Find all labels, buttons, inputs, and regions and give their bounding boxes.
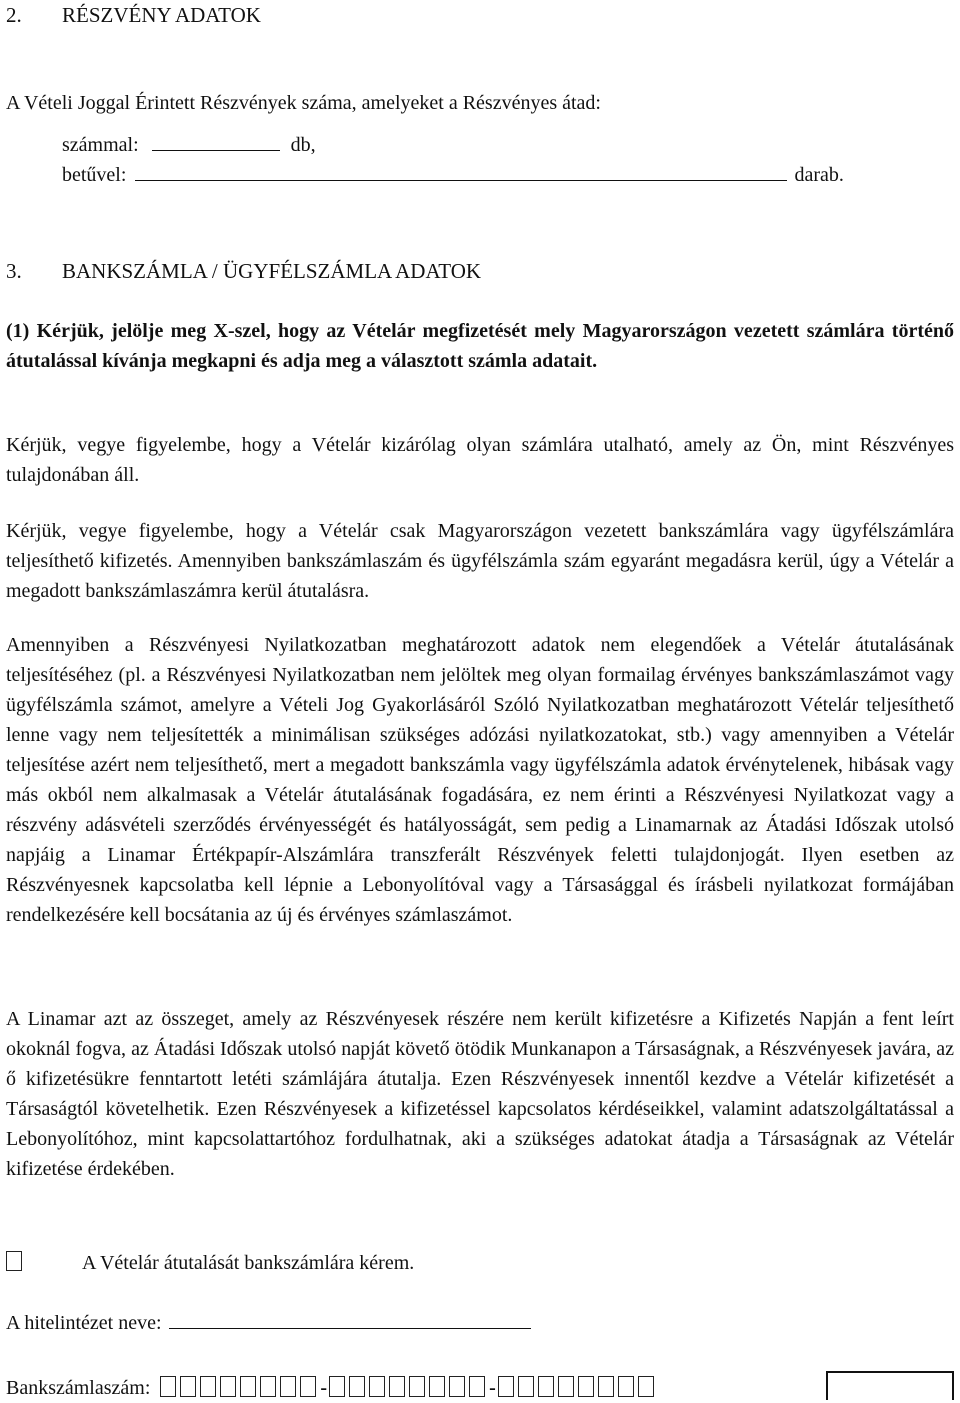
instruction-paragraph: (1) Kérjük, jelölje meg X-szel, hogy az Vételár megfizetését mely Magyarországon vezetett számlára történő átutalással kívánja megkapni és adja meg a választott számla adatait. [6, 320, 954, 372]
digit-box[interactable] [329, 1376, 345, 1397]
digit-box[interactable] [220, 1376, 236, 1397]
digit-box[interactable] [240, 1376, 256, 1397]
digit-box[interactable] [598, 1376, 614, 1397]
checkbox-icon[interactable] [6, 1251, 22, 1271]
digit-box[interactable] [349, 1376, 365, 1397]
section-3-heading [6, 256, 481, 286]
digit-box[interactable] [160, 1376, 176, 1397]
betuvel-label: betűvel: [62, 164, 127, 186]
darab-label: darab. [794, 164, 844, 186]
digit-box[interactable] [578, 1376, 594, 1397]
account-group-1[interactable] [160, 1377, 320, 1399]
digit-box[interactable] [409, 1376, 425, 1397]
account-frame-border [826, 1371, 954, 1400]
digit-box[interactable] [180, 1376, 196, 1397]
hitelintezet-row [6, 1306, 531, 1338]
digit-box[interactable] [638, 1376, 654, 1397]
szammal-label: számmal: [62, 134, 139, 156]
section-2-title: RÉSZVÉNY ADATOK [62, 3, 261, 27]
betuvel-input-line[interactable] [135, 158, 787, 181]
betuvel-row [62, 158, 844, 190]
digit-box[interactable] [469, 1376, 485, 1397]
digit-box[interactable] [300, 1376, 316, 1397]
account-group-3[interactable] [498, 1377, 658, 1399]
section-2-intro: A Vételi Joggal Érintett Részvények száma, amelyeket a Részvényes átad: [6, 92, 601, 114]
digit-box[interactable] [498, 1376, 514, 1397]
unpaid-amount-paragraph: A Linamar azt az összeget, amely az Részvényesek részére nem került kifizetésre a Kifizetés Napján a fent leírt okoknál fogva, az Átadási Időszak utolsó napját követő ötödik Munkanapon a Társaságnak, a Részvényesek javára, az ő kifizetésükre fenntartott letéti számlájára átutalja. Ezen Részvényesek innentől kezdve a Vételár kifizetését a Társaságtól követelhetik. Ezen Részvényesek a kifizetéssel kapcsolatos kérdéseikkel, valamint adatszolgáltatással a Lebonyolítóhoz, mint kapcsolattartóhoz fordulhatnak, aki a szükséges adatokat átadja a Társaságnak az Vételár kifizetése érdekében. [6, 1008, 954, 1180]
hitelintezet-label: A hitelintézet neve: [6, 1312, 162, 1334]
bankszamla-row [6, 1373, 658, 1403]
szammal-row [62, 128, 316, 160]
digit-box[interactable] [280, 1376, 296, 1397]
section-2-number: 2. [6, 3, 22, 27]
bank-transfer-option[interactable] [6, 1248, 414, 1278]
digit-box[interactable] [618, 1376, 634, 1397]
digit-box[interactable] [538, 1376, 554, 1397]
szammal-input-line[interactable] [152, 128, 280, 151]
section-3-number: 3. [6, 259, 22, 283]
section-3-title: BANKSZÁMLA / ÜGYFÉLSZÁMLA ADATOK [62, 259, 482, 283]
account-group-2[interactable] [329, 1377, 489, 1399]
account-separator: - [489, 1377, 496, 1399]
digit-box[interactable] [200, 1376, 216, 1397]
digit-box[interactable] [518, 1376, 534, 1397]
hitelintezet-input-line[interactable] [169, 1306, 531, 1329]
digit-box[interactable] [429, 1376, 445, 1397]
digit-box[interactable] [558, 1376, 574, 1397]
hungarian-account-note-paragraph: Kérjük, vegye figyelembe, hogy a Vételár csak Magyarországon vezetett bankszámlára vagy ügyfélszámlára teljesíthető kifizetés. Amennyiben bankszámlaszám és ügyfélszámla szám egyaránt megadásra kerül, úgy a Vételár a megadott bankszámlaszámra kerül átutalásra. [6, 520, 954, 602]
ownership-note-paragraph: Kérjük, vegye figyelembe, hogy a Vételár kizárólag olyan számlára utalható, amely az Ön, mint Részvényes tulajdonában áll. [6, 434, 954, 486]
digit-box[interactable] [369, 1376, 385, 1397]
account-separator: - [320, 1377, 328, 1399]
section-2-heading [6, 0, 261, 30]
bank-transfer-option-label: A Vételár átutalását bankszámlára kérem. [82, 1252, 415, 1274]
db-label: db, [290, 134, 316, 156]
digit-box[interactable] [449, 1376, 465, 1397]
digit-box[interactable] [389, 1376, 405, 1397]
digit-box[interactable] [260, 1376, 276, 1397]
bankszamla-label: Bankszámlaszám: [6, 1377, 151, 1399]
insufficient-data-paragraph: Amennyiben a Részvényesi Nyilatkozatban meghatározott adatok nem elegendőek a Vételár átutalásának teljesítéséhez (pl. a Részvényesi Nyilatkozatban nem jelöltek meg olyan formailag érvényes bankszámlaszámot vagy ügyfélszámla számot, amelyre a Vételi Jog Gyakorlásáról Szóló Nyilatkozatban meghatározott Vételár teljesíthető lenne vagy nem teljesítették a minimálisan szükséges adózási nyilatkozatokat, stb.) vagy amennyiben a Vételár teljesítése azért nem teljesíthető, mert a megadott bankszámla vagy ügyfélszámla adatok érvénytelenek, hibásak vagy más okból nem alkalmasak a Vételár átutalásának fogadására, ez nem érinti a Részvényesi Nyilatkozat vagy a részvény adásvételi szerződés érvényességét és hatályosságát, sem pedig a Linamarnak az Átadási Időszak utolsó napjáig a Linamar Értékpapír-Alszámlára transzferált Részvények feletti tulajdonjogát. Ilyen esetben az Részvényesnek kapcsolatba kell lépnie a Lebonyolítóval vagy a Társasággal és írásbeli nyilatkozat formájában rendelkezésére kell bocsátania az új és érvényes számlaszámot. [6, 634, 954, 926]
